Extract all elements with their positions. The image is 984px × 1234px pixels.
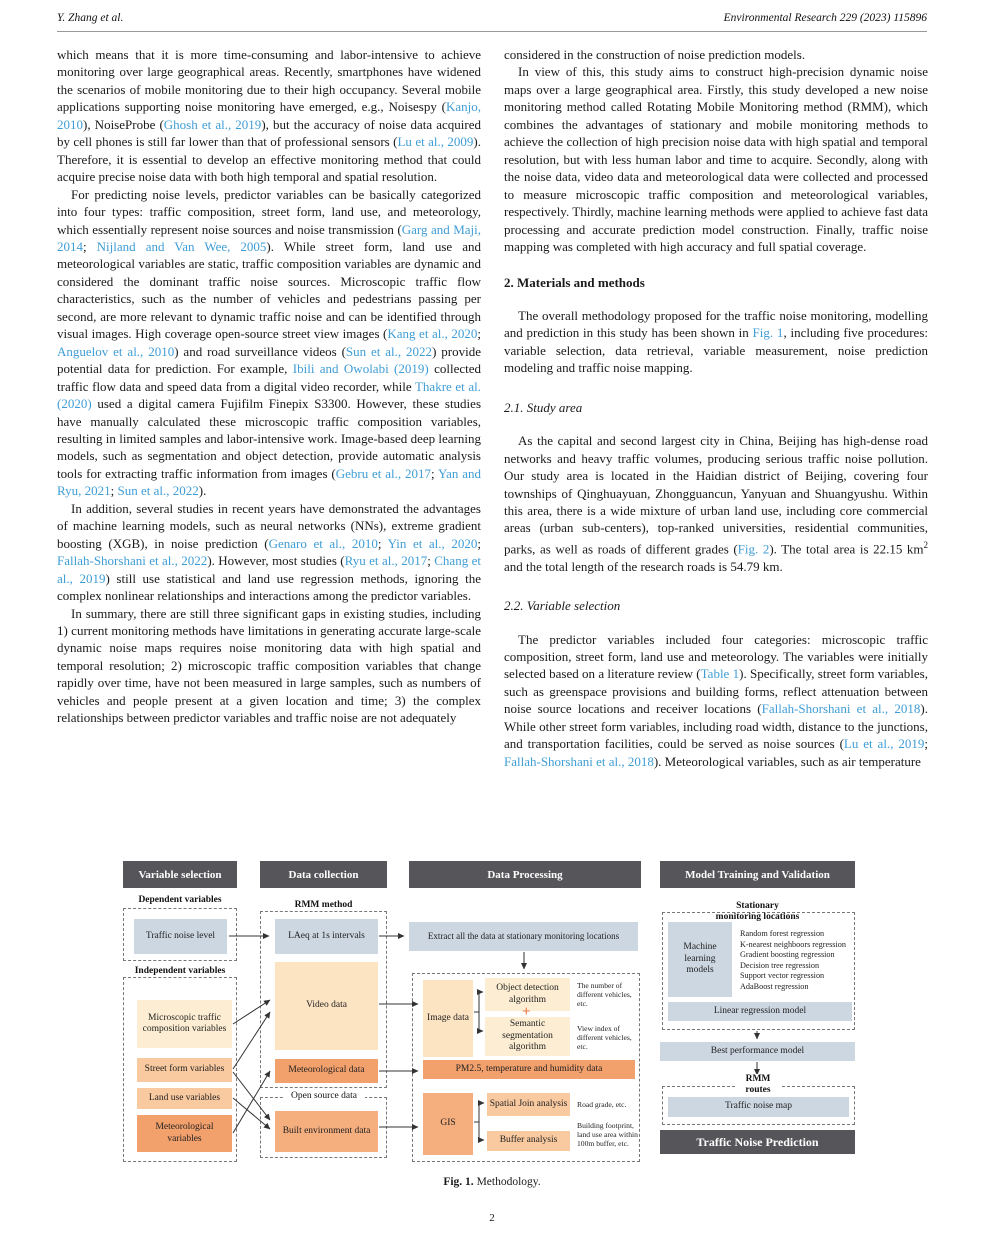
citation-link[interactable]: Chang et al., 2019 bbox=[57, 553, 481, 586]
text-segment: As the capital and second largest city in China, Beijing has high-dense road networks and heavy traffic volumes, producing serious traffic noise pollution. Our study area is located in the Haidian district of Beijing, covering four townships of Qinghuayuan, Zhongguancun, Yanyuan and Shuangyushu. Within this area, there is a wide mixture of urban land use, including core commercial areas (urban sub-centers), top-ranked universities, residential communities, parks, as well as roads of different grades ( bbox=[504, 433, 928, 557]
text-segment: and the total length of the research roads is 54.79 km. bbox=[504, 558, 783, 574]
text-segment: In addition, several studies in recent years have demonstrated the advantages of machine learning models, such as neural networks (NNs), extreme gradient boosting (XGB), in noise prediction ( bbox=[57, 500, 481, 551]
plus-icon: + bbox=[522, 1004, 531, 1020]
ml-model-item: AdaBoost regression bbox=[740, 981, 809, 991]
paragraph bbox=[504, 63, 928, 255]
label-stationary-monitoring bbox=[660, 901, 855, 923]
label-rmm-routes bbox=[735, 1074, 781, 1096]
running-head-author: Y. Zhang et al. bbox=[57, 12, 124, 24]
box-gis: GIS bbox=[423, 1093, 473, 1155]
citation-link[interactable]: Garg and Maji, 2014 bbox=[57, 221, 481, 254]
box-best-performance-model: Best performance model bbox=[660, 1042, 855, 1061]
figure-footer-traffic-noise-prediction: Traffic Noise Prediction bbox=[660, 1130, 855, 1154]
citation-link[interactable]: Nijland and Van Wee, 2005 bbox=[96, 238, 267, 254]
citation-link[interactable]: Fallah-Shorshani et al., 2018 bbox=[504, 753, 654, 769]
citation-link[interactable]: Fallah-Shorshani et al., 2018 bbox=[761, 701, 921, 717]
text-segment: ; bbox=[924, 736, 928, 752]
paragraph bbox=[57, 605, 481, 727]
running-head-journal: Environmental Research 229 (2023) 115896 bbox=[723, 12, 927, 24]
paragraph bbox=[57, 186, 481, 500]
box-spatial-join: Spatial Join analysis bbox=[487, 1093, 570, 1116]
text-segment: ; bbox=[110, 483, 118, 499]
paragraph bbox=[57, 500, 481, 605]
list-ml-models bbox=[740, 929, 853, 993]
box-buffer-analysis: Buffer analysis bbox=[487, 1131, 570, 1151]
citation-link[interactable]: Ghosh et al., 2019 bbox=[163, 116, 262, 132]
citation-link[interactable]: Yin et al., 2020 bbox=[387, 535, 478, 551]
ml-model-item: Random forest regression bbox=[740, 929, 825, 938]
text-segment: For predicting noise levels, predictor variables can be basically categorized into four types: traffic composition, street form, land use, and meteorology, which essentially represent noise sources and noise transmission ( bbox=[57, 186, 481, 237]
box-land-use: Land use variables bbox=[137, 1088, 232, 1109]
citation-link[interactable]: Kang et al., 2020 bbox=[387, 326, 478, 342]
box-object-detection: Object detection algorithm bbox=[485, 978, 570, 1011]
box-meteorological-data: Meteorological data bbox=[275, 1059, 378, 1083]
text-segment: ). Meteorological variables, such as air temperature bbox=[653, 753, 921, 769]
text-segment: ) and road surveillance videos ( bbox=[174, 343, 346, 359]
box-traffic-noise-level: Traffic noise level bbox=[134, 919, 227, 954]
figure-caption-text: Methodology. bbox=[473, 1176, 541, 1188]
label-stationary-line1: Stationary bbox=[736, 901, 779, 911]
box-linear-regression: Linear regression model bbox=[668, 1002, 852, 1021]
text-segment: used a digital camera Fujifilm Finepix S3300. However, these studies have manually calculated these microscopic traffic composition variables, resulting in limited samples and labor-intensive work. Image-based deep learning models, such as segmentation and object detection, provide automatic analysis tools for extracting traffic information from images ( bbox=[57, 396, 481, 481]
figure-header-variable-selection: Variable selection bbox=[123, 861, 237, 888]
citation-link[interactable]: Fallah-Shorshani et al., 2022 bbox=[57, 553, 208, 569]
note-semantic-segmentation: View index of different vehicles, etc. bbox=[577, 1024, 632, 1052]
box-meteorological-variables: Meteorological variables bbox=[137, 1115, 232, 1152]
text-segment: ) still use statistical and land use regression methods, ignoring the complex nonlinear relationships and interactions among the predictor variables. bbox=[57, 570, 481, 604]
text-segment: ; bbox=[427, 553, 435, 569]
text-segment: ), but the accuracy of noise data acquired by cell phones is still far lower than that of professional sensors ( bbox=[57, 116, 481, 150]
citation-link[interactable]: Ryu et al., 2017 bbox=[344, 553, 428, 569]
text-segment: , including five procedures: variable selection, data retrieval, variable measurement, noise prediction modeling and traffic noise mapping. bbox=[504, 325, 929, 376]
subsection-heading-study-area: 2.1. Study area bbox=[504, 399, 583, 415]
note-spatial-join: Road grade, etc. bbox=[577, 1100, 627, 1109]
text-segment: In summary, there are still three significant gaps in existing studies, including 1) current monitoring methods have limitations in generating accurate large-scale dynamic noise maps requires noise monitoring data with high spatial and temporal resolution; 2) microscopic traffic composition variables that change rapidly over time, have not been measured in large samples, such as numbers of vehicles and people present at a given location and time; 3) the complex relationships between predictor variables and traffic noise are not adequately bbox=[57, 605, 481, 726]
text-segment: ), NoiseProbe ( bbox=[83, 116, 164, 132]
figure-header-data-processing: Data Processing bbox=[409, 861, 641, 888]
text-segment: ). Therefore, it is essential to develop an effective monitoring method that could acquire precise noise data with both high temporal and spatial resolution. bbox=[57, 134, 481, 185]
label-rmm-method: RMM method bbox=[294, 900, 353, 910]
text-segment: considered in the construction of noise prediction models. bbox=[504, 47, 806, 62]
label-open-source-data: Open source data bbox=[283, 1091, 365, 1102]
figure-caption bbox=[0, 1176, 984, 1188]
text-segment: ; bbox=[377, 535, 388, 551]
citation-link[interactable]: Sun et al., 2022 bbox=[345, 343, 433, 359]
text-segment: ) provide potential data for prediction. For example, bbox=[57, 343, 481, 377]
figure-header-data-collection: Data collection bbox=[260, 861, 387, 888]
box-microscopic-traffic: Microscopic traffic composition variables bbox=[137, 1000, 232, 1048]
section-heading-materials-methods: 2. Materials and methods bbox=[504, 275, 645, 291]
text-segment: The predictor variables included four categories: microscopic traffic composition, street form, land use and meteorology. The variables were initially selected based on a literature review ( bbox=[504, 631, 928, 682]
citation-link[interactable]: Lu et al., 2009 bbox=[397, 134, 474, 150]
label-rmm-line1: RMM bbox=[745, 1074, 771, 1084]
paragraph bbox=[504, 46, 928, 63]
box-traffic-noise-map: Traffic noise map bbox=[668, 1097, 849, 1117]
citation-link[interactable]: Yan and Ryu, 2021 bbox=[57, 465, 481, 499]
text-segment: ). The total area is 22.15 km bbox=[769, 541, 924, 557]
citation-link[interactable]: Kanjo, 2010 bbox=[57, 99, 481, 132]
label-rmm-line2: routes bbox=[745, 1085, 771, 1095]
box-semantic-segmentation: Semantic segmentation algorithm bbox=[485, 1017, 570, 1056]
ml-model-item: K-nearest neighboors regression bbox=[740, 939, 846, 949]
text-segment: 2 bbox=[923, 539, 928, 550]
text-segment: ). Specifically, street form variables, such as greenspace provisions and building forms, reflect attenuation between noise source locations and receiver locations ( bbox=[504, 666, 928, 717]
text-segment: In view of this, this study aims to construct high-precision dynamic noise maps over a large geographical area. Firstly, this study developed a new noise monitoring method called Rotating Mobile Monitoring method (RMM), which combines the advantages of stationary and mobile monitoring methods to achieve the collection of high precision noise data with high spatial and temporal resolution, but with less human labor and time to acquire. Secondly, along with the noise data, video data and meteorological data were collected and processed to measure microscopic traffic composition and meteorological variables, respectively. Thirdly, machine learning methods were applied to achieve fast data processing and accurate prediction model construction. Finally, traffic noise mapping was completed with high accuracy and full spatial coverage. bbox=[504, 64, 928, 254]
paragraph bbox=[57, 46, 481, 186]
note-buffer-analysis: Building footprint, land use area within 100m buffer, etc. bbox=[577, 1121, 638, 1149]
citation-link[interactable]: Anguelov et al., 2010 bbox=[57, 343, 175, 359]
box-extract-data: Extract all the data at stationary monitoring locations bbox=[409, 922, 638, 951]
note-object-detection: The number of different vehicles, etc. bbox=[577, 981, 632, 1009]
figure-caption-label: Fig. 1. bbox=[443, 1176, 474, 1188]
text-segment: ; bbox=[83, 238, 97, 254]
page-number: 2 bbox=[489, 1212, 495, 1224]
citation-link[interactable]: Fig. 2 bbox=[737, 541, 770, 557]
ml-model-item: Gradient boosting regression bbox=[740, 950, 835, 960]
box-machine-learning-models: Machine learning models bbox=[668, 922, 732, 997]
citation-link[interactable]: Ibili and Owolabi (2019) bbox=[292, 361, 429, 377]
box-laeq: LAeq at 1s intervals bbox=[275, 919, 378, 954]
label-dependent-variables: Dependent variables bbox=[138, 895, 222, 905]
text-segment: which means that it is more time-consuming and labor-intensive to achieve monitoring over large geographical areas. Recently, smartphones have widened the scenarios of mobile monitoring due to their high occupancy. Several mobile applications supporting noise monitoring have emerged, e.g., Noisespy ( bbox=[57, 47, 481, 115]
text-segment: ). While street form, land use and meteorological variables are static, traffic composition variables are dynamic and considered the dominant traffic noise sources. Microscopic traffic flow characteristics, such as the number of vehicles and pedestrians passing per second, are more relevant to dynamic traffic noise and can be identified through visual images. High coverage open-source street view images ( bbox=[57, 238, 481, 342]
text-segment: ). bbox=[198, 483, 207, 499]
left-text-column bbox=[57, 46, 481, 727]
citation-link[interactable]: Lu et al., 2019 bbox=[843, 736, 925, 752]
ml-model-item: Decision tree regression bbox=[740, 960, 820, 970]
text-segment: collected traffic flow data and speed data from a digital video recorder, while bbox=[57, 361, 481, 394]
box-street-form: Street form variables bbox=[137, 1058, 232, 1082]
citation-link[interactable]: Table 1 bbox=[700, 666, 740, 682]
label-stationary-line2: monitoring locations bbox=[715, 912, 800, 922]
paragraph bbox=[504, 432, 928, 575]
text-segment: ; bbox=[477, 535, 481, 551]
box-video-data: Video data bbox=[275, 962, 378, 1050]
box-image-data: Image data bbox=[423, 980, 473, 1057]
paragraph bbox=[504, 631, 928, 771]
citation-link[interactable]: Genaro et al., 2010 bbox=[268, 535, 378, 551]
citation-link[interactable]: Thakre et al. (2020) bbox=[57, 378, 481, 412]
box-pm25-temp-humidity: PM2.5, temperature and humidity data bbox=[423, 1060, 635, 1079]
label-independent-variables: Independent variables bbox=[134, 966, 226, 976]
subsection-heading-variable-selection: 2.2. Variable selection bbox=[504, 598, 621, 614]
header-rule bbox=[57, 31, 927, 32]
text-segment: ). However, most studies ( bbox=[207, 553, 345, 569]
citation-link[interactable]: Sun et al., 2022 bbox=[117, 483, 199, 499]
box-built-environment: Built environment data bbox=[275, 1111, 378, 1152]
text-segment: ). While other street form variables, including road width, distance to the junctions, and transportation facilities, could be served as noise sources ( bbox=[504, 701, 928, 752]
text-segment: ; bbox=[431, 465, 438, 481]
citation-link[interactable]: Gebru et al., 2017 bbox=[335, 465, 432, 481]
figure-header-model-training: Model Training and Validation bbox=[660, 861, 855, 888]
citation-link[interactable]: Fig. 1 bbox=[752, 325, 784, 341]
paragraph bbox=[504, 307, 928, 377]
ml-model-item: Support vector regression bbox=[740, 971, 825, 981]
right-text-column bbox=[504, 46, 928, 770]
text-segment: ; bbox=[477, 326, 482, 342]
text-segment: The overall methodology proposed for the traffic noise monitoring, modelling and prediction in this study has been shown in bbox=[504, 307, 928, 341]
